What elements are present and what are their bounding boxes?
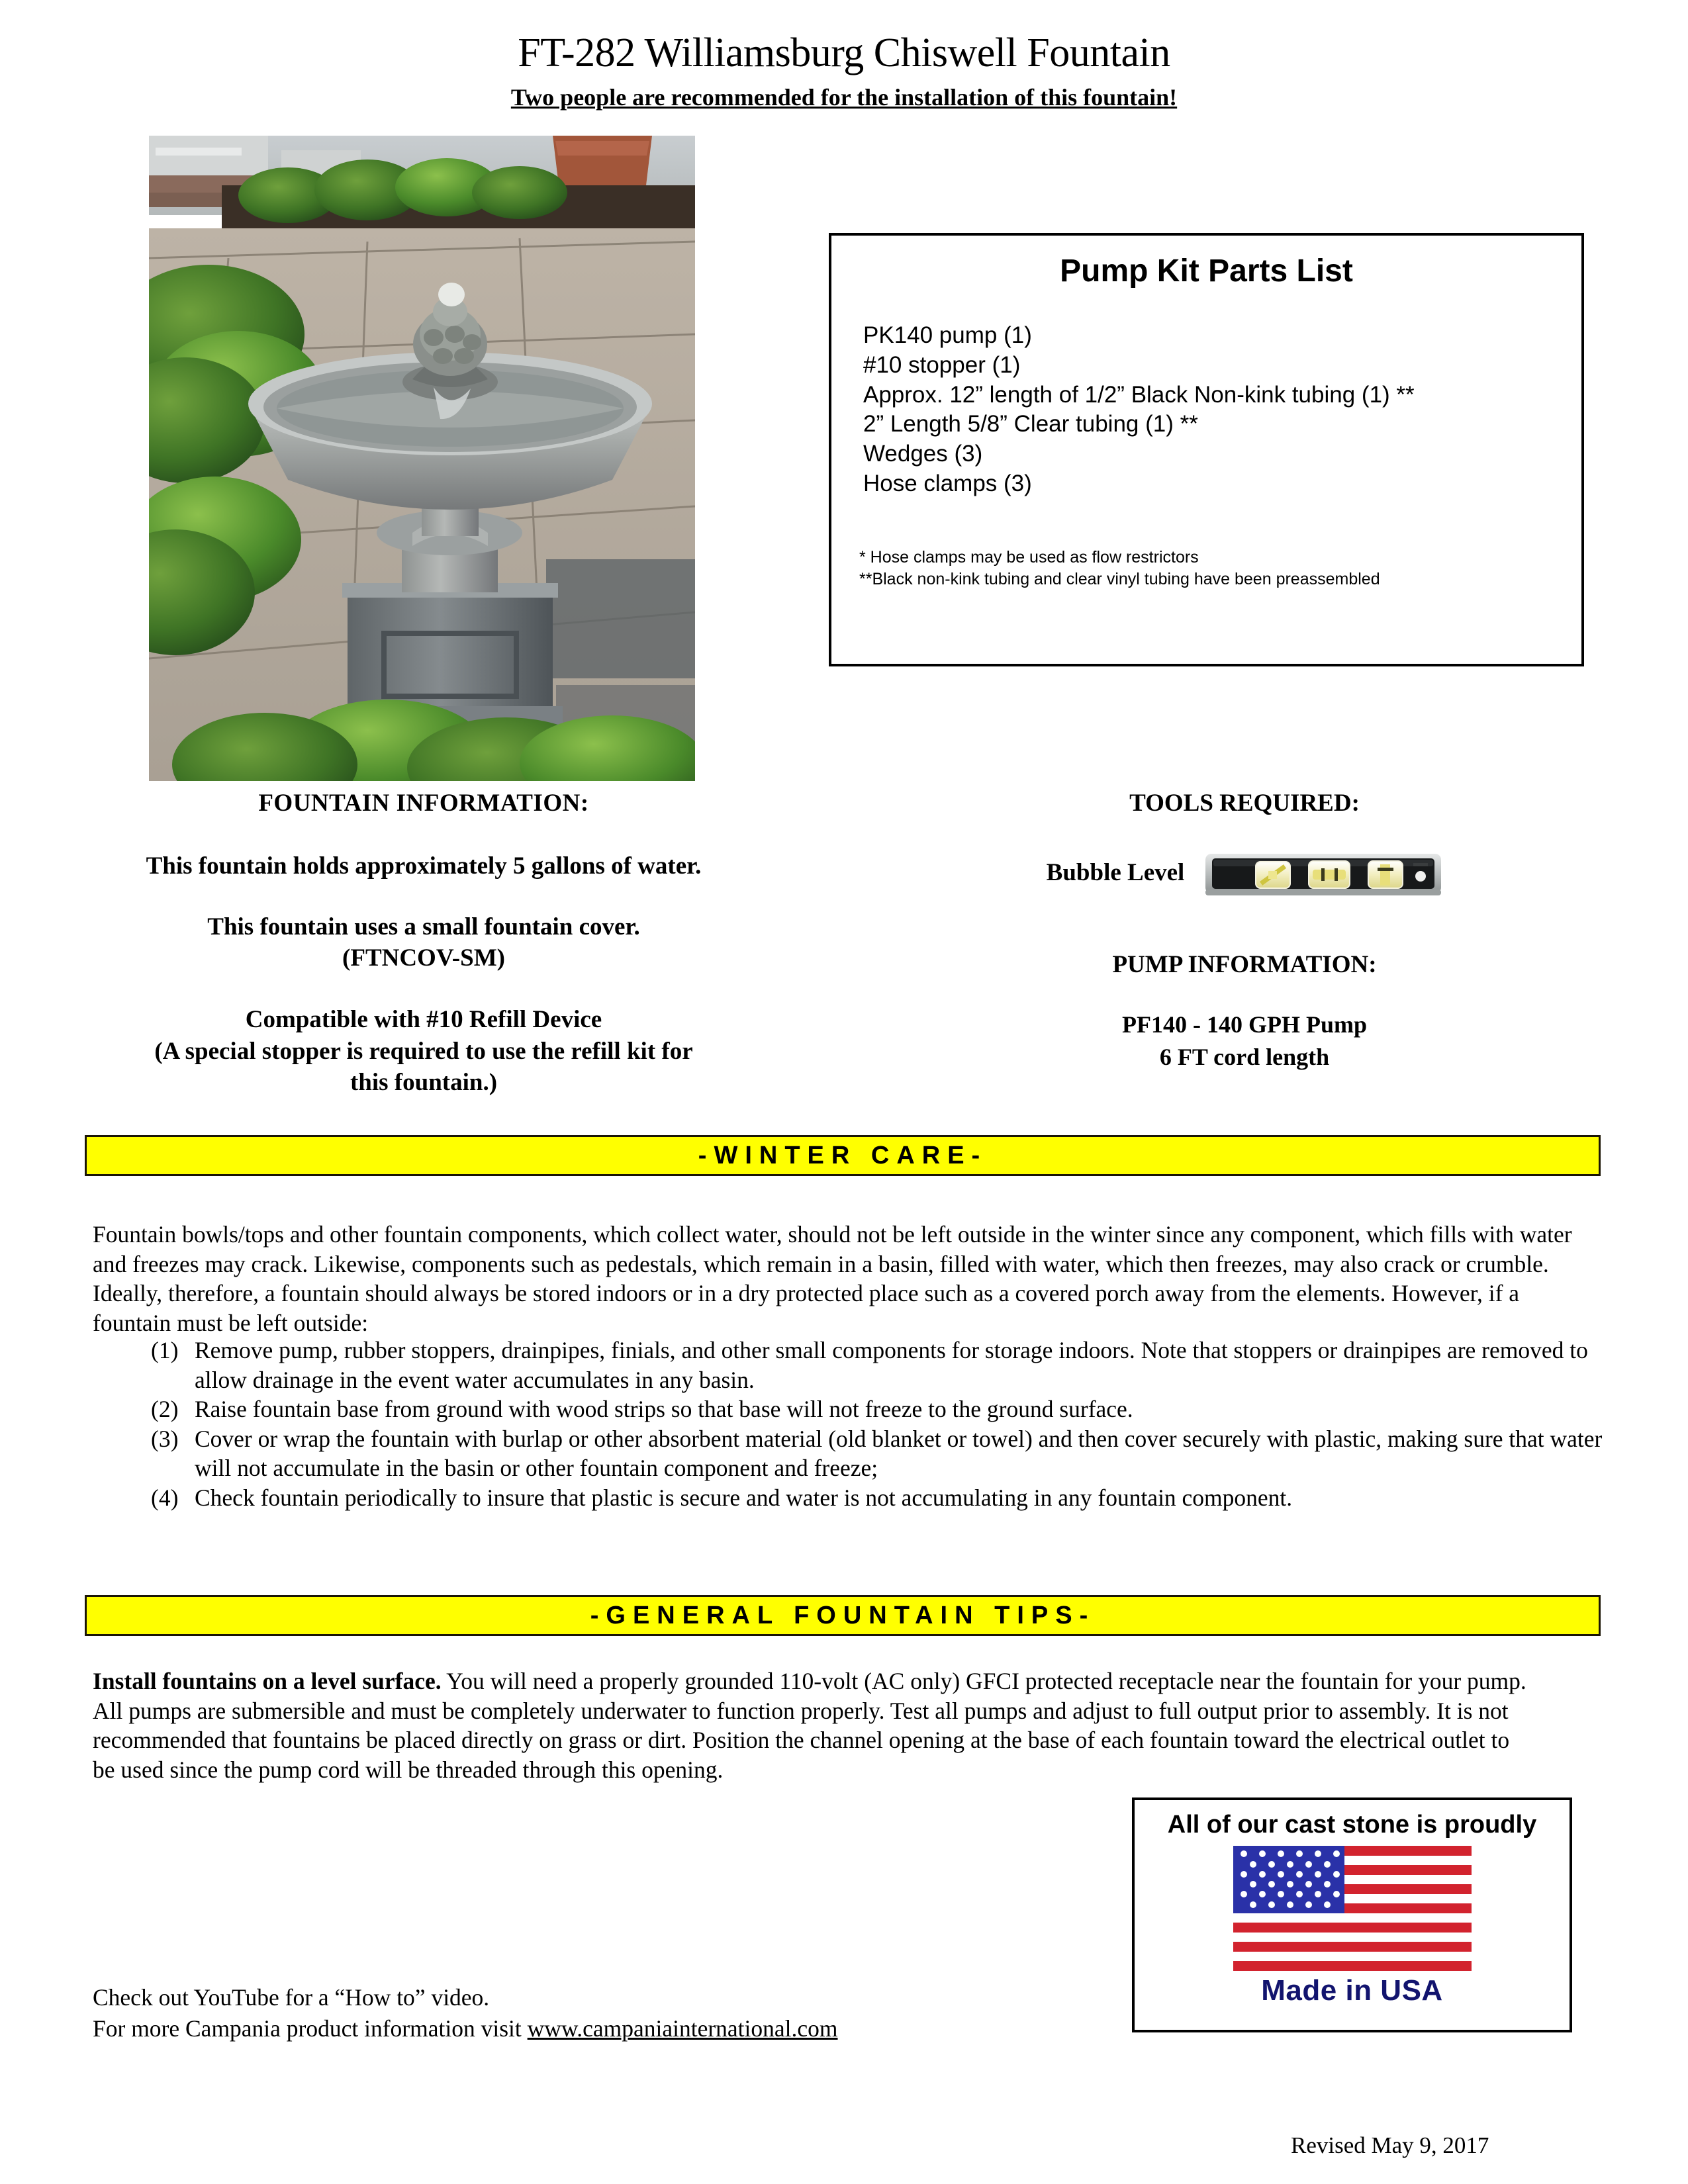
- bubble-level-label: Bubble Level: [1046, 859, 1185, 887]
- list-item-number: (4): [151, 1484, 179, 1511]
- fountain-information-heading: FOUNTAIN INFORMATION:: [258, 790, 589, 817]
- page-title: FT-282 Williamsburg Chiswell Fountain: [518, 30, 1170, 75]
- campania-website-link[interactable]: www.campaniainternational.com: [527, 2015, 838, 2042]
- fountain-photo-graphic: [149, 136, 695, 781]
- list-item-number: (1): [151, 1337, 179, 1363]
- fountain-cover-line-1: This fountain uses a small fountain cover.: [207, 913, 640, 940]
- list-item-text: Remove pump, rubber stoppers, drainpipes, finials, and other small components for storage indoors. Note that stoppers or drainpipes are removed to allow drainage in the event water accumulates in any basin.: [195, 1337, 1588, 1393]
- parts-list-item: 2” Length 5/8” Clear tubing (1) **: [863, 411, 1198, 437]
- parts-list-notes: [859, 547, 1581, 590]
- usa-flag-icon-graphic: [1233, 1846, 1472, 1972]
- pump-kit-parts-list-box: [829, 233, 1584, 666]
- winter-care-banner: -WINTER CARE-: [85, 1135, 1601, 1176]
- fountain-information-section: [93, 788, 755, 1099]
- revised-date: Revised May 9, 2017: [1291, 2132, 1489, 2158]
- footer-links: [93, 1982, 838, 2044]
- parts-list-item: Hose clamps (3): [863, 470, 1032, 496]
- refill-device-line-1: Compatible with #10 Refill Device: [245, 1006, 602, 1034]
- parts-list-item: Approx. 12” length of 1/2” Black Non-kink tubing (1) **: [863, 381, 1415, 408]
- campania-line: [93, 2013, 838, 2044]
- winter-care-paragraph: Fountain bowls/tops and other fountain components, which collect water, should not be left outside in the winter since any component, which fills with water and freezes may crack. Likewise, components such as pedestals, which remain in a basin, filled with water, which then freezes, may also crack or crumble. Ideally, therefore, a fountain should always be stored indoors or in a dry protected place such as a covered porch away from the elements. However, if a fountain must be left outside:: [93, 1221, 1572, 1336]
- pump-cord-line: 6 FT cord length: [1159, 1043, 1330, 1070]
- general-tips-paragraph: [93, 1666, 1529, 1784]
- page-subtitle-underlined: Two people are recommended for the installation of this fountain!: [510, 84, 1178, 111]
- page-subtitle: [0, 83, 1688, 111]
- parts-list-title: Pump Kit Parts List: [1060, 253, 1353, 289]
- tools-and-pump-section: [900, 788, 1589, 1073]
- bubble-level-icon: [1204, 847, 1442, 899]
- parts-list-note: * Hose clamps may be used as flow restrictors: [859, 547, 1199, 567]
- winter-care-list: [151, 1336, 1604, 1512]
- made-in-usa-label: Made in USA: [1261, 1974, 1443, 2007]
- list-item-text: Cover or wrap the fountain with burlap or other absorbent material (old blanket or towel) and then cover securely with plastic, making sure that water will not accumulate in the basin or other fountain component and freeze;: [195, 1425, 1603, 1482]
- usa-flag-icon: [1135, 1846, 1570, 1972]
- tools-required-heading: TOOLS REQUIRED:: [1129, 790, 1360, 817]
- refill-device-line-2: (A special stopper is required to use the refill kit for: [154, 1037, 693, 1065]
- list-item-number: (2): [151, 1396, 179, 1423]
- list-item: [151, 1394, 1604, 1424]
- pump-model-line: PF140 - 140 GPH Pump: [1122, 1011, 1367, 1038]
- youtube-line: Check out YouTube for a “How to” video.: [93, 1984, 490, 2011]
- parts-list-items: [863, 321, 1581, 499]
- fountain-capacity-text: This fountain holds approximately 5 gallons of water.: [146, 852, 702, 880]
- general-tips-lead: Install fountains on a level surface.: [93, 1668, 442, 1694]
- fountain-photo: [149, 136, 695, 781]
- made-in-usa-box: [1132, 1797, 1572, 2032]
- parts-list-item: Wedges (3): [863, 441, 983, 467]
- parts-list-note: **Black non-kink tubing and clear vinyl tubing have been preassembled: [859, 569, 1380, 588]
- list-item: [151, 1336, 1604, 1394]
- tools-required-row: [900, 847, 1589, 899]
- list-item: [151, 1424, 1604, 1483]
- bubble-level-icon-graphic: [1204, 847, 1442, 899]
- made-in-usa-caption: All of our cast stone is proudly: [1167, 1811, 1537, 1839]
- general-fountain-tips-banner: -GENERAL FOUNTAIN TIPS-: [85, 1595, 1601, 1636]
- general-tips-body: You will need a properly grounded 110-volt (AC only) GFCI protected receptacle near the fountain for your pump. All pumps are submersible and must be completely underwater to function properly. Test all pumps and adjust to full output prior to assembly. It is not recommended that fountains be placed directly on grass or dirt. Position the channel opening at the base of each fountain toward the electrical outlet to be used since the pump cord will be threaded through this opening.: [93, 1668, 1526, 1783]
- pump-information-heading: PUMP INFORMATION:: [1112, 951, 1377, 979]
- list-item-number: (3): [151, 1425, 179, 1452]
- parts-list-item: #10 stopper (1): [863, 351, 1021, 378]
- refill-device-line-3: this fountain.): [350, 1069, 498, 1097]
- fountain-cover-line-2: (FTNCOV-SM): [342, 944, 505, 972]
- list-item-text: Raise fountain base from ground with wood strips so that base will not freeze to the ground surface.: [195, 1396, 1133, 1423]
- list-item-text: Check fountain periodically to insure that plastic is secure and water is not accumulating in any fountain component.: [195, 1484, 1293, 1511]
- pump-information-lines: [900, 1009, 1589, 1073]
- campania-line-prefix: For more Campania product information visit: [93, 2015, 528, 2042]
- list-item: [151, 1483, 1604, 1513]
- parts-list-item: PK140 pump (1): [863, 322, 1032, 348]
